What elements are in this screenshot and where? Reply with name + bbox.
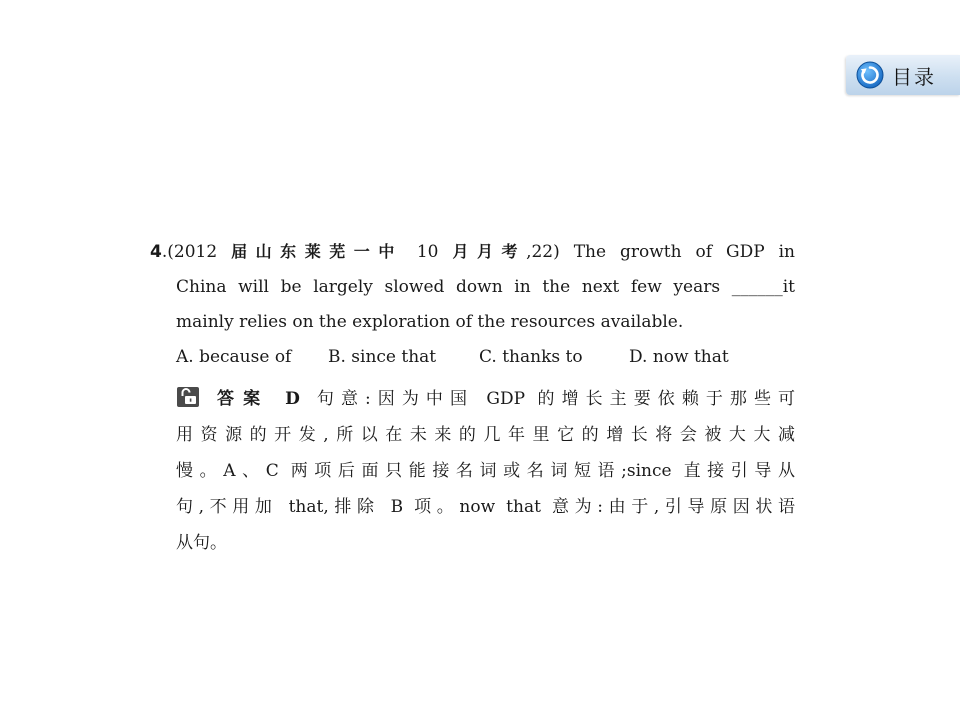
question-number: 4	[150, 242, 162, 262]
question-text-line-1: The growth of GDP in	[573, 242, 795, 262]
circular-arrow-icon	[856, 61, 884, 89]
question-source-open: (2012	[167, 242, 232, 262]
toc-button[interactable]	[846, 55, 960, 95]
unlocked-padlock-icon	[176, 385, 200, 407]
option-b: B. since that	[328, 347, 437, 367]
answer-label: 答案	[210, 389, 270, 409]
question-source-school: 届山东莱芜一中	[231, 242, 403, 261]
question-line-2: China will be largely slowed down in the next few years ______it	[176, 277, 795, 297]
question-line-3: mainly relies on the exploration of the resources available.	[176, 312, 684, 332]
toc-label: 目录	[892, 64, 936, 89]
answer-key: D	[285, 389, 300, 409]
question-line-1	[150, 234, 795, 270]
answer-line-5: 从句。	[176, 533, 227, 553]
answer-line-1	[176, 381, 795, 417]
question-source-tail: ,22)	[526, 242, 560, 262]
option-d: D. now that	[629, 347, 729, 367]
answer-block	[176, 381, 795, 561]
answer-line-4: 句,不用加 that,排除 B 项。now that 意为:由于,引导原因状语	[176, 497, 795, 517]
option-a: A. because of	[176, 347, 292, 367]
question-block	[150, 234, 795, 375]
answer-text-line-1: 句意:因为中国 GDP 的增长主要依赖于那些可	[309, 389, 795, 409]
answer-options	[150, 340, 795, 375]
question-source-month-num: 10	[402, 242, 453, 262]
answer-line-3: 慢。A、C 两项后面只能接名词或名词短语;since 直接引导从	[176, 461, 795, 481]
option-c: C. thanks to	[479, 347, 583, 367]
question-source-exam: 月月考	[452, 242, 527, 261]
answer-line-2: 用资源的开发,所以在未来的几年里它的增长将会被大大减	[176, 425, 795, 445]
question-number-dot: .	[161, 242, 168, 262]
